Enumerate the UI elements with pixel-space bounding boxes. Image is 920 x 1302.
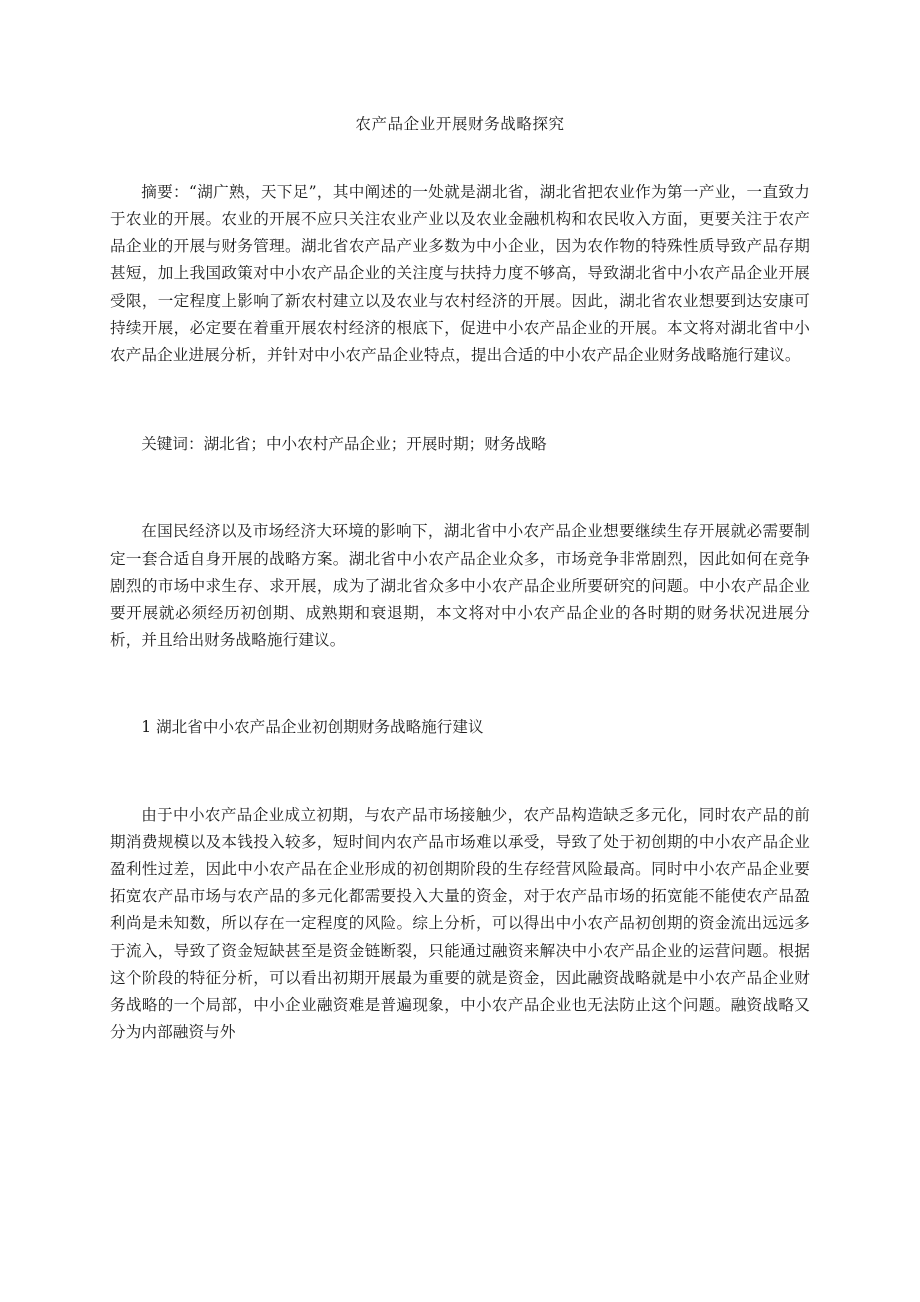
body-paragraph-1: 由于中小农产品企业成立初期，与农产品市场接触少，农产品构造缺乏多元化，同时农产品的前期消费规模以及本钱投入较多，短时间内农产品市场难以承受，导致了处于初创期的中小农产品企业盈利性过差，因此中小农产品在企业形成的初创期阶段的生存经营风险最高。同时中小农产品企业要拓宽农产品市场与农产品的多元化都需要投入大量的资金，对于农产品市场的拓宽能不能使农产品盈利尚是未知数，所以存在一定程度的风险。综上分析，可以得出中小农产品初创期的资金流出远远多于流入，导致了资金短缺甚至是资金链断裂，只能通过融资来解决中小农产品企业的运营问题。根据这个阶段的特征分析，可以看出初期开展最为重要的就是资金，因此融资战略就是中小农产品企业财务战略的一个局部，中小企业融资难是普遍现象，中小农产品企业也无法防止这个问题。融资战略又分为内部融资与外 <box>110 805 810 1042</box>
abstract-paragraph: 摘要：“湖广熟，天下足”，其中阐述的一处就是湖北省，湖北省把农业作为第一产业，一直致力于农业的开展。农业的开展不应只关注农业产业以及农业金融机构和农民收入方面，更要关注于农产品企业的开展与财务管理。湖北省农产品产业多数为中小企业，因为农作物的特殊性质导致产品存期甚短，加上我国政策对中小农产品企业的关注度与扶持力度不够高，导致湖北省中小农产品企业开展受限，一定程度上影响了新农村建立以及农业与农村经济的开展。因此，湖北省农业想要到达安康可持续开展，必定要在着重开展农村经济的根底下，促进中小农产品企业的开展。本文将对湖北省中小农产品企业进展分析，并针对中小农产品企业特点，提出合适的中小农产品企业财务战略施行建议。 <box>110 182 810 365</box>
spacer-before-introduction <box>110 458 810 518</box>
page-title: 农产品企业开展财务战略探究 <box>355 115 565 133</box>
spacer-before-keywords <box>110 369 810 431</box>
keywords-line: 关键词：湖北省；中小农村产品企业；开展时期；财务战略 <box>141 435 547 454</box>
spacer-before-section-heading <box>110 654 810 714</box>
section-heading-1: 1 湖北省中小农产品企业初创期财务战略施行建议 <box>141 718 484 737</box>
page-content <box>110 0 810 1046</box>
introduction-paragraph: 在国民经济以及市场经济大环境的影响下，湖北省中小农产品企业想要继续生存开展就必需要制定一套合适自身开展的战略方案。湖北省中小农产品企业众多，市场竞争非常剧烈，因此如何在竞争剧烈的市场中求生存、求开展，成为了湖北省众多中小农产品企业所要研究的问题。中小农产品企业要开展就必须经历初创期、成熟期和衰退期，本文将对中小农产品企业的各时期的财务状况进展分析，并且给出财务战略施行建议。 <box>110 522 810 650</box>
spacer-before-body <box>110 742 810 802</box>
spacer-before-abstract <box>110 137 810 179</box>
